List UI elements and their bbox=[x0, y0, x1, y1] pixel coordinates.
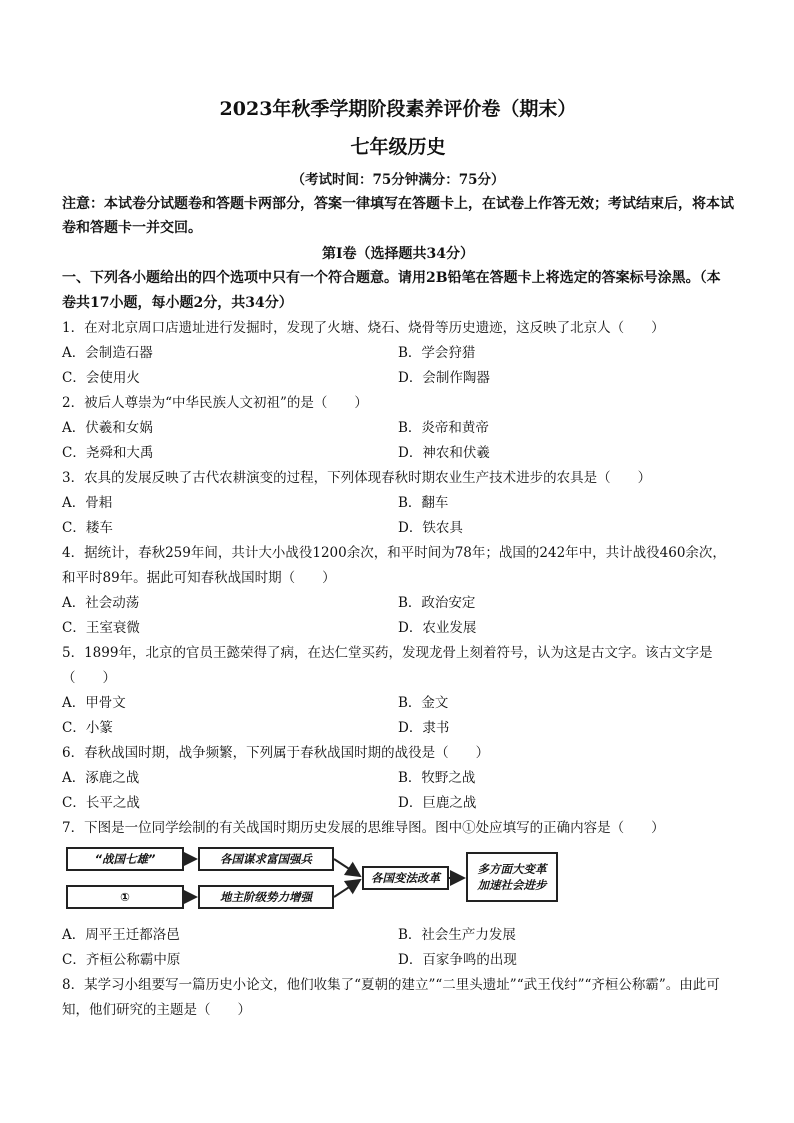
question-stem: 3．农具的发展反映了古代农耕演变的过程，下列体现春秋时期农业生产技术进步的农具是（ ） bbox=[62, 470, 652, 486]
option-b: B．牧野之战 bbox=[398, 770, 476, 786]
question-stem: 4．据统计，春秋259年间，共计大小战役1200余次，和平时间为78年；战国的242年中，共计战役460余次，和平时89年。据此可知春秋战国时期（ ） bbox=[62, 545, 726, 586]
exam-subject: 七年级历史 bbox=[350, 136, 446, 158]
option-c: C．齐桓公称霸中原 bbox=[62, 952, 181, 968]
instructions: 一、下列各小题给出的四个选项中只有一个符合题意。请用2B铅笔在答题卡上将选定的答案标号涂黑。（本卷共17小题，每小题2分，共34分） bbox=[62, 270, 721, 311]
option-b: B．翻车 bbox=[398, 495, 449, 511]
mind-map-box-result bbox=[466, 852, 558, 902]
option-d: D．百家争鸣的出现 bbox=[398, 952, 517, 968]
option-d: D．巨鹿之战 bbox=[398, 795, 477, 811]
question-stem: 5．1899年，北京的官员王懿荣得了病，在达仁堂买药，发现龙骨上刻着符号，认为这是古文字。该古文字是（ ） bbox=[62, 645, 713, 686]
option-a: A．伏羲和女娲 bbox=[62, 420, 153, 436]
option-a: A．社会动荡 bbox=[62, 595, 140, 611]
section-title: 第Ⅰ卷（选择题共34分） bbox=[321, 246, 475, 262]
option-c: C．王室衰微 bbox=[62, 620, 140, 636]
option-c: C．耧车 bbox=[62, 520, 113, 536]
option-a: A．甲骨文 bbox=[62, 695, 126, 711]
mind-map-result-line2: 加速社会进步 bbox=[477, 878, 547, 892]
mind-map-result-line1: 多方面大变革 bbox=[477, 862, 547, 876]
option-d: D．神农和伏羲 bbox=[398, 445, 490, 461]
option-c: C．会使用火 bbox=[62, 370, 140, 386]
option-b: B．社会生产力发展 bbox=[398, 927, 516, 943]
option-b: B．炎帝和黄帝 bbox=[398, 420, 489, 436]
option-c: C．小篆 bbox=[62, 720, 113, 736]
options-grid bbox=[62, 591, 734, 641]
question-stem: 1．在对北京周口店遗址进行发掘时，发现了火塘、烧石、烧骨等历史遗迹，这反映了北京人（ ） bbox=[62, 320, 665, 336]
question-stem: 2．被后人尊崇为“中华民族人文初祖”的是（ ） bbox=[62, 395, 368, 411]
option-b: B．金文 bbox=[398, 695, 449, 711]
option-d: D．隶书 bbox=[398, 720, 450, 736]
mind-map-diagram bbox=[62, 845, 734, 921]
option-a: A．周平王迁都洛邑 bbox=[62, 927, 180, 943]
exam-info: （考试时间：75分钟满分：75分） bbox=[291, 172, 505, 188]
exam-title: 2023年秋季学期阶段素养评价卷（期末） bbox=[219, 98, 577, 120]
option-a: A．涿鹿之战 bbox=[62, 770, 140, 786]
option-b: B．学会狩猎 bbox=[398, 345, 476, 361]
option-c: C．长平之战 bbox=[62, 795, 140, 811]
mind-map-box-strong: 各国谋求富国强兵 bbox=[198, 847, 334, 871]
arrow-right-icon bbox=[334, 880, 360, 897]
notice-text: 注意：本试卷分试题卷和答题卡两部分，答案一律填写在答题卡上，在试卷上作答无效；考试结束后，将本试卷和答题卡一并交回。 bbox=[62, 196, 734, 236]
question-stem: 6．春秋战国时期，战争频繁，下列属于春秋战国时期的战役是（ ） bbox=[62, 745, 490, 761]
question-stem: 7．下图是一位同学绘制的有关战国时期历史发展的思维导图。图中①处应填写的正确内容是（ ） bbox=[62, 820, 665, 836]
options-grid bbox=[62, 341, 734, 391]
arrow-right-icon bbox=[334, 859, 360, 876]
mind-map-box-warring-states: “战国七雄” bbox=[66, 847, 184, 871]
options-grid bbox=[62, 766, 734, 816]
option-a: A．骨耜 bbox=[62, 495, 113, 511]
option-d: D．铁农具 bbox=[398, 520, 463, 536]
options-grid bbox=[62, 923, 734, 973]
option-b: B．政治安定 bbox=[398, 595, 476, 611]
mind-map-box-landlord: 地主阶级势力增强 bbox=[198, 885, 334, 909]
mind-map-box-blank: ① bbox=[66, 885, 184, 909]
option-a: A．会制造石器 bbox=[62, 345, 153, 361]
mind-map-box-reform: 各国变法改革 bbox=[362, 866, 449, 890]
option-d: D．会制作陶器 bbox=[398, 370, 490, 386]
exam-page bbox=[62, 96, 734, 1023]
options-grid bbox=[62, 491, 734, 541]
options-grid bbox=[62, 691, 734, 741]
option-d: D．农业发展 bbox=[398, 620, 477, 636]
question-stem: 8．某学习小组要写一篇历史小论文，他们收集了“夏朝的建立”“二里头遗址”“武王伐纣”“齐桓公称霸”。由此可知，他们研究的主题是（ ） bbox=[62, 977, 720, 1018]
option-c: C．尧舜和大禹 bbox=[62, 445, 154, 461]
options-grid bbox=[62, 416, 734, 466]
